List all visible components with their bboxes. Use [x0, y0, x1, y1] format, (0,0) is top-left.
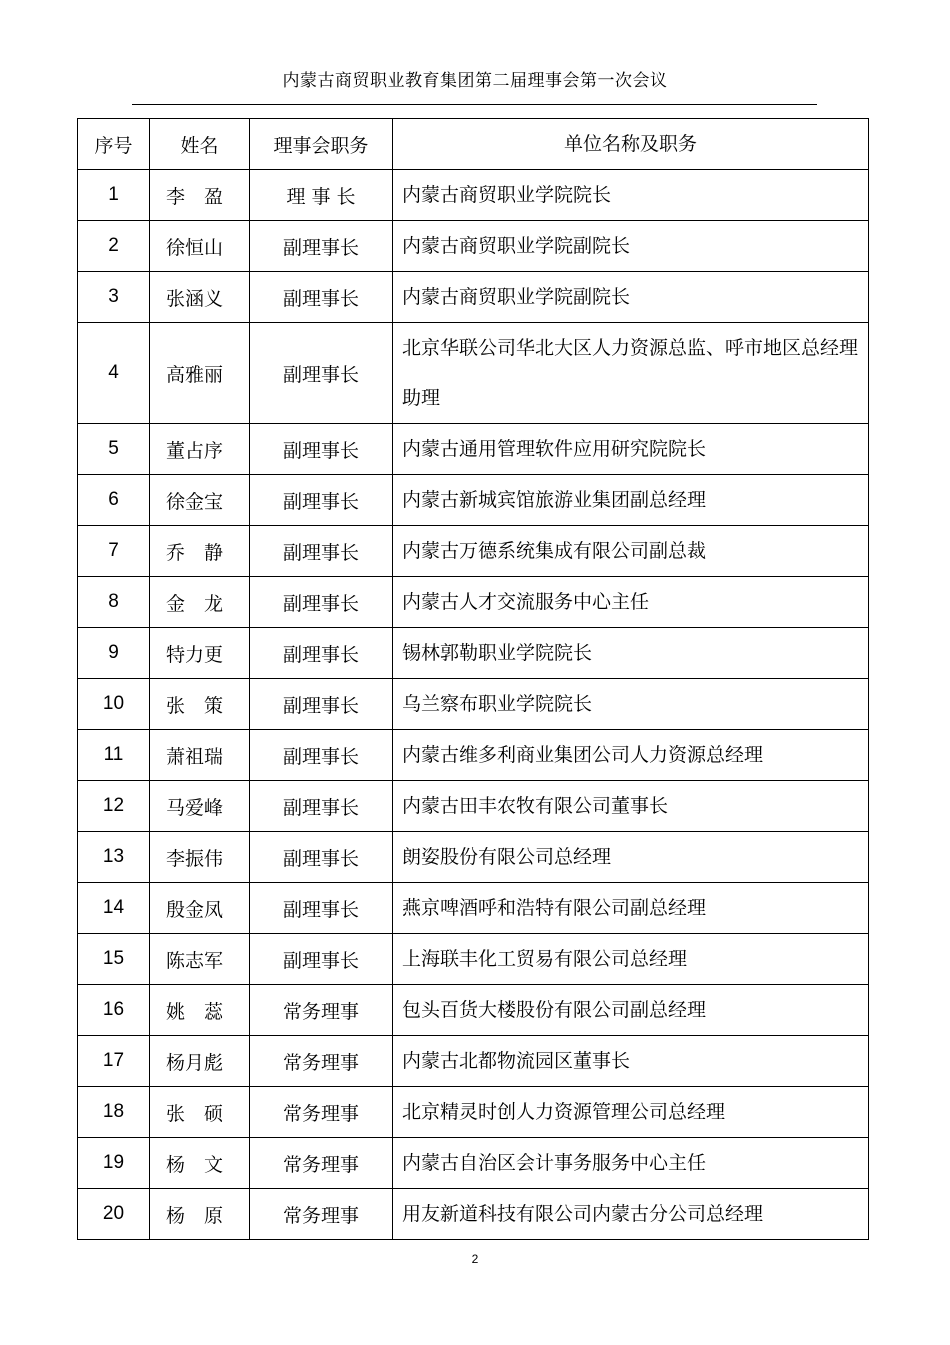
- cell-organization: 内蒙古维多利商业集团公司人力资源总经理: [393, 730, 869, 781]
- table-row: [78, 323, 869, 424]
- cell-number: 18: [78, 1087, 150, 1138]
- cell-council-role: 副理事长: [250, 934, 393, 985]
- column-header-name: 姓名: [150, 119, 250, 170]
- cell-name: 姚 蕊: [150, 985, 250, 1036]
- cell-council-role: 副理事长: [250, 424, 393, 475]
- column-header-council-role: 理事会职务: [250, 119, 393, 170]
- cell-council-role: 副理事长: [250, 679, 393, 730]
- cell-council-role: 副理事长: [250, 323, 393, 424]
- cell-council-role: 常务理事: [250, 1087, 393, 1138]
- cell-name: 乔 静: [150, 526, 250, 577]
- cell-number: 1: [78, 170, 150, 221]
- table-row: [78, 272, 869, 323]
- cell-number: 15: [78, 934, 150, 985]
- cell-number: 3: [78, 272, 150, 323]
- council-roster-table: [77, 118, 869, 1240]
- cell-council-role: 副理事长: [250, 883, 393, 934]
- cell-number: 13: [78, 832, 150, 883]
- table-row: [78, 832, 869, 883]
- cell-number: 17: [78, 1036, 150, 1087]
- table-row: [78, 170, 869, 221]
- cell-council-role: 副理事长: [250, 730, 393, 781]
- cell-name: 李振伟: [150, 832, 250, 883]
- cell-name: 马爱峰: [150, 781, 250, 832]
- table-row: [78, 1189, 869, 1240]
- cell-organization: 包头百货大楼股份有限公司副总经理: [393, 985, 869, 1036]
- cell-number: 12: [78, 781, 150, 832]
- cell-organization: 内蒙古自治区会计事务服务中心主任: [393, 1138, 869, 1189]
- cell-council-role: 常务理事: [250, 985, 393, 1036]
- cell-organization: 用友新道科技有限公司内蒙古分公司总经理: [393, 1189, 869, 1240]
- cell-number: 14: [78, 883, 150, 934]
- cell-name: 董占序: [150, 424, 250, 475]
- cell-name: 徐恒山: [150, 221, 250, 272]
- cell-number: 20: [78, 1189, 150, 1240]
- cell-council-role: 副理事长: [250, 475, 393, 526]
- table-row: [78, 577, 869, 628]
- cell-organization: 内蒙古商贸职业学院副院长: [393, 272, 869, 323]
- table-row: [78, 730, 869, 781]
- cell-organization: 锡林郭勒职业学院院长: [393, 628, 869, 679]
- cell-name: 殷金凤: [150, 883, 250, 934]
- cell-council-role: 理 事 长: [250, 170, 393, 221]
- cell-council-role: 副理事长: [250, 781, 393, 832]
- cell-organization: 北京华联公司华北大区人力资源总监、呼市地区总经理助理: [393, 323, 869, 424]
- page-number: 2: [471, 1252, 479, 1266]
- table-row: [78, 526, 869, 577]
- table-row: [78, 1138, 869, 1189]
- cell-name: 杨月彪: [150, 1036, 250, 1087]
- cell-organization: 内蒙古人才交流服务中心主任: [393, 577, 869, 628]
- cell-organization: 乌兰察布职业学院院长: [393, 679, 869, 730]
- cell-name: 高雅丽: [150, 323, 250, 424]
- cell-council-role: 副理事长: [250, 221, 393, 272]
- cell-council-role: 副理事长: [250, 832, 393, 883]
- cell-organization: 内蒙古田丰农牧有限公司董事长: [393, 781, 869, 832]
- cell-organization: 上海联丰化工贸易有限公司总经理: [393, 934, 869, 985]
- cell-number: 16: [78, 985, 150, 1036]
- cell-name: 李 盈: [150, 170, 250, 221]
- table-header-row: [78, 119, 869, 170]
- cell-organization: 内蒙古商贸职业学院院长: [393, 170, 869, 221]
- cell-organization: 内蒙古北都物流园区董事长: [393, 1036, 869, 1087]
- cell-name: 陈志军: [150, 934, 250, 985]
- cell-number: 19: [78, 1138, 150, 1189]
- cell-name: 张涵义: [150, 272, 250, 323]
- cell-name: 特力更: [150, 628, 250, 679]
- table-row: [78, 883, 869, 934]
- cell-council-role: 副理事长: [250, 628, 393, 679]
- table-row: [78, 985, 869, 1036]
- cell-number: 5: [78, 424, 150, 475]
- cell-council-role: 副理事长: [250, 577, 393, 628]
- cell-name: 张 硕: [150, 1087, 250, 1138]
- table-row: [78, 424, 869, 475]
- cell-number: 11: [78, 730, 150, 781]
- cell-organization: 内蒙古通用管理软件应用研究院院长: [393, 424, 869, 475]
- cell-organization: 内蒙古新城宾馆旅游业集团副总经理: [393, 475, 869, 526]
- cell-organization: 内蒙古商贸职业学院副院长: [393, 221, 869, 272]
- cell-organization: 内蒙古万德系统集成有限公司副总裁: [393, 526, 869, 577]
- header-divider: [132, 104, 817, 105]
- cell-name: 杨 原: [150, 1189, 250, 1240]
- cell-number: 6: [78, 475, 150, 526]
- table-row: [78, 475, 869, 526]
- cell-name: 金 龙: [150, 577, 250, 628]
- table-row: [78, 679, 869, 730]
- cell-organization: 燕京啤酒呼和浩特有限公司副总经理: [393, 883, 869, 934]
- table-row: [78, 628, 869, 679]
- cell-name: 萧祖瑞: [150, 730, 250, 781]
- cell-number: 2: [78, 221, 150, 272]
- cell-number: 10: [78, 679, 150, 730]
- table-row: [78, 781, 869, 832]
- cell-council-role: 常务理事: [250, 1189, 393, 1240]
- cell-organization: 北京精灵时创人力资源管理公司总经理: [393, 1087, 869, 1138]
- cell-number: 8: [78, 577, 150, 628]
- table-row: [78, 221, 869, 272]
- table-row: [78, 1087, 869, 1138]
- column-header-organization: 单位名称及职务: [393, 119, 869, 170]
- cell-name: 张 策: [150, 679, 250, 730]
- page-header-title: 内蒙古商贸职业教育集团第二届理事会第一次会议: [282, 71, 668, 91]
- cell-number: 7: [78, 526, 150, 577]
- cell-organization: 朗姿股份有限公司总经理: [393, 832, 869, 883]
- cell-council-role: 副理事长: [250, 272, 393, 323]
- cell-name: 徐金宝: [150, 475, 250, 526]
- cell-name: 杨 文: [150, 1138, 250, 1189]
- table-row: [78, 934, 869, 985]
- table-row: [78, 1036, 869, 1087]
- cell-council-role: 常务理事: [250, 1036, 393, 1087]
- cell-number: 4: [78, 323, 150, 424]
- column-header-number: 序号: [78, 119, 150, 170]
- cell-number: 9: [78, 628, 150, 679]
- cell-council-role: 常务理事: [250, 1138, 393, 1189]
- cell-council-role: 副理事长: [250, 526, 393, 577]
